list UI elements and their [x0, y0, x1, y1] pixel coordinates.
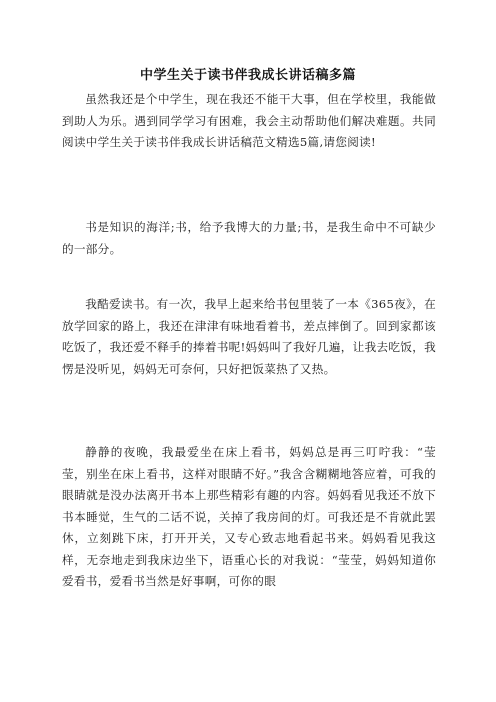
paragraph-intro: 虽然我还是个中学生，现在我还不能干大事，但在学校里，我能做到助人为乐。遇到同学学习有困难，我会主动帮助他们解决难题。共同阅读中学生关于读书伴我成长讲话稿范文精选5篇,请您阅读!: [62, 92, 436, 149]
paragraph-love-reading: 我酷爱读书。有一次，我早上起来给书包里装了一本《365夜》，在放学回家的路上，我还在津津有味地看着书，差点摔倒了。回到家都该吃饭了，我还爱不释手的捧着书呢!妈妈叫了我好几遍，让我去吃饭，我愣是没听见，妈妈无可奈何，只好把饭菜热了又热。: [62, 297, 436, 376]
document-title: 中学生关于读书伴我成长讲话稿多篇: [139, 68, 356, 83]
paragraph-night-reading: 静静的夜晚，我最爱坐在床上看书，妈妈总是再三叮咛我：“莹莹，别坐在床上看书，这样对眼睛不好。”我含含糊糊地答应着，可我的眼睛就是没办法离开书本上那些精彩有趣的内容。妈妈看见我还不放下书本睡觉，生气的二话不说，关掉了我房间的灯。可我还是不肯就此罢休，立刻跳下床，打开开关，又专心致志地看起书来。妈妈看见我这样，无奈地走到我床边坐下，语重心长的对我说：“莹莹，妈妈知道你爱看书，爱看书当然是好事啊，可你的眼: [62, 445, 436, 588]
paragraph-books: 书是知识的海洋;书，给予我博大的力量;书，是我生命中不可缺少的一部分。: [62, 220, 436, 256]
